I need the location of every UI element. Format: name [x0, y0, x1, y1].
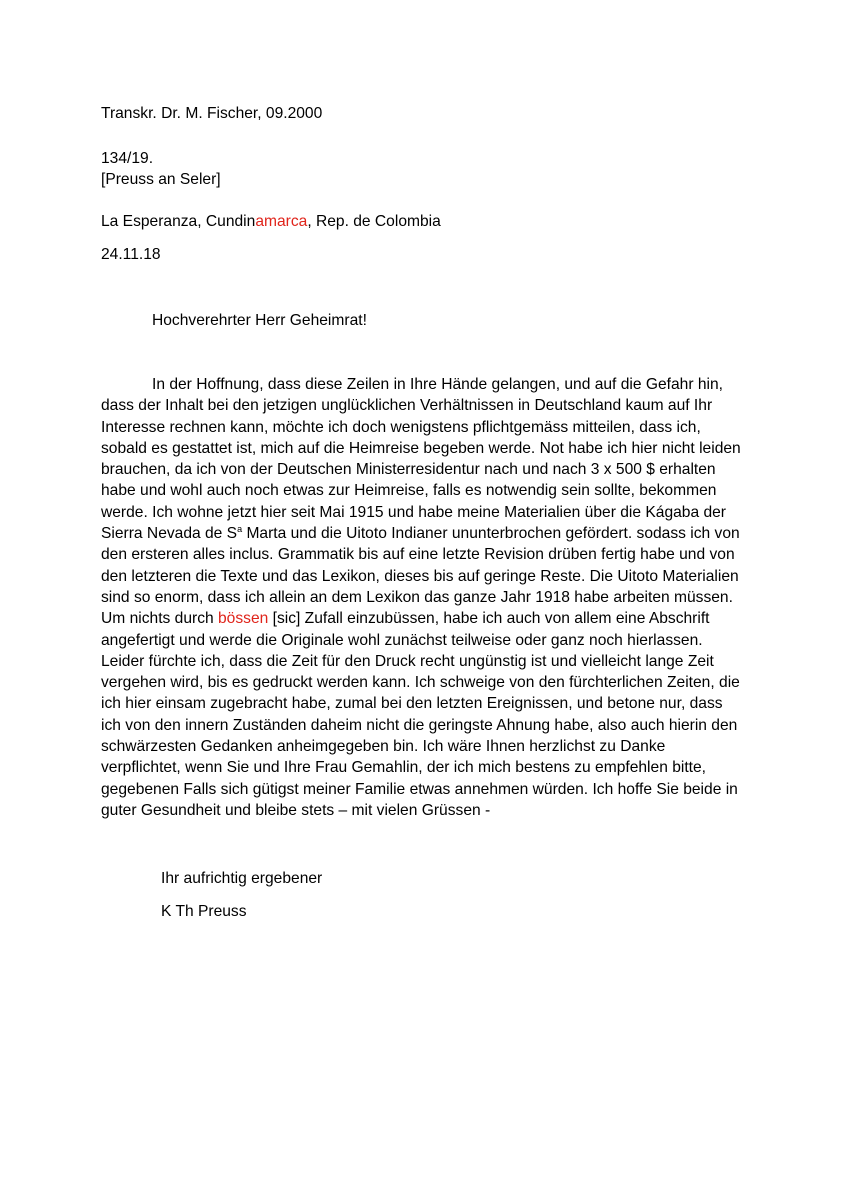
place-highlight: amarca: [255, 213, 308, 230]
transcriber-note: Transkr. Dr. M. Fischer, 09.2000: [101, 105, 323, 122]
body-line: den letzteren die Texte und das Lexikon, dieses bis auf geringe Reste. Die Uitoto Materialien: [101, 567, 739, 585]
body-line: ich hier einsam zugebracht habe, zumal bei den letzten Ereignissen, und betone nur, dass: [101, 695, 723, 713]
letter-date: 24.11.18: [101, 246, 161, 263]
signature: K Th Preuss: [161, 903, 247, 920]
body-line: Interesse rechnen kann, möchte ich doch wenigstens pflichtgemäss mitteilen, dass ich,: [101, 418, 701, 436]
body-line: [101, 608, 751, 629]
place-line: [101, 211, 441, 232]
body-line12-before: Um nichts durch: [101, 610, 218, 628]
place-suffix: , Rep. de Colombia: [307, 213, 441, 230]
body-line: sind so enorm, dass ich allein an dem Lexikon das ganze Jahr 1918 habe arbeiten müssen.: [101, 588, 733, 606]
body-line12-highlight: bössen: [218, 610, 269, 628]
letter-body: [101, 374, 751, 821]
salutation: Hochverehrter Herr Geheimrat!: [152, 312, 367, 329]
body-line: sobald es gestattet ist, mich auf die Heimreise begeben werde. Not habe ich hier nicht leiden: [101, 439, 741, 457]
closing: Ihr aufrichtig ergebener: [161, 870, 323, 887]
body-line: ich von den innern Zuständen daheim nicht die geringste Ahnung habe, also auch hierin den: [101, 716, 738, 734]
body-line8-after: Marta und die Uitoto Indianer ununterbrochen gefördert. sodass ich von: [242, 525, 740, 543]
body-line: vergehen wird, bis es gedruckt werden kann. Ich schweige von den fürchterlichen Zeiten, die: [101, 674, 740, 692]
letter-addressing: [Preuss an Seler]: [101, 171, 221, 188]
body-line: Leider fürchte ich, dass die Zeit für den Druck recht ungünstig ist und vielleicht lange Zeit: [101, 652, 714, 670]
letter-number: 134/19.: [101, 150, 154, 167]
place-prefix: La Esperanza, Cundin: [101, 213, 256, 230]
body-line: schwärzesten Gedanken anheimgegeben bin. Ich wäre Ihnen herzlichst zu Danke: [101, 738, 666, 756]
body-line: [101, 523, 751, 544]
body-line: dass der Inhalt bei den jetzigen unglücklichen Verhältnissen in Deutschland kaum auf Ihr: [101, 397, 713, 415]
body-line: den ersteren alles inclus. Grammatik bis auf eine letzte Revision drüben fertig habe und von: [101, 546, 735, 564]
body-line: In der Hoffnung, dass diese Zeilen in Ihre Hände gelangen, und auf die Gefahr hin,: [152, 376, 724, 393]
body-line: werde. Ich wohne jetzt hier seit Mai 1915 und habe meine Materialien über die Kágaba der: [101, 503, 726, 521]
body-line8-before: Sierra Nevada de S: [101, 525, 238, 543]
body-line: brauchen, da ich von der Deutschen Ministerresidentur nach und nach 3 x 500 $ erhalten: [101, 461, 716, 479]
body-line8-sup: a: [237, 524, 243, 535]
body-line: habe und wohl auch noch etwas zur Heimreise, falls es notwendig sein sollte, bekommen: [101, 482, 717, 500]
body-line: guter Gesundheit und bleibe stets – mit vielen Grüssen -: [101, 801, 491, 819]
body-line12-after: [sic] Zufall einzubüssen, habe ich auch von allem eine Abschrift: [268, 610, 710, 628]
body-line: verpflichtet, wenn Sie und Ihre Frau Gemahlin, der ich mich bestens zu empfehlen bitte,: [101, 759, 707, 777]
body-line: angefertigt und werde die Originale wohl zunächst teilweise oder ganz noch hierlassen.: [101, 631, 703, 649]
body-line: gegebenen Falls sich gütigst meiner Familie etwas annehmen würden. Ich hoffe Sie beide in: [101, 780, 738, 798]
